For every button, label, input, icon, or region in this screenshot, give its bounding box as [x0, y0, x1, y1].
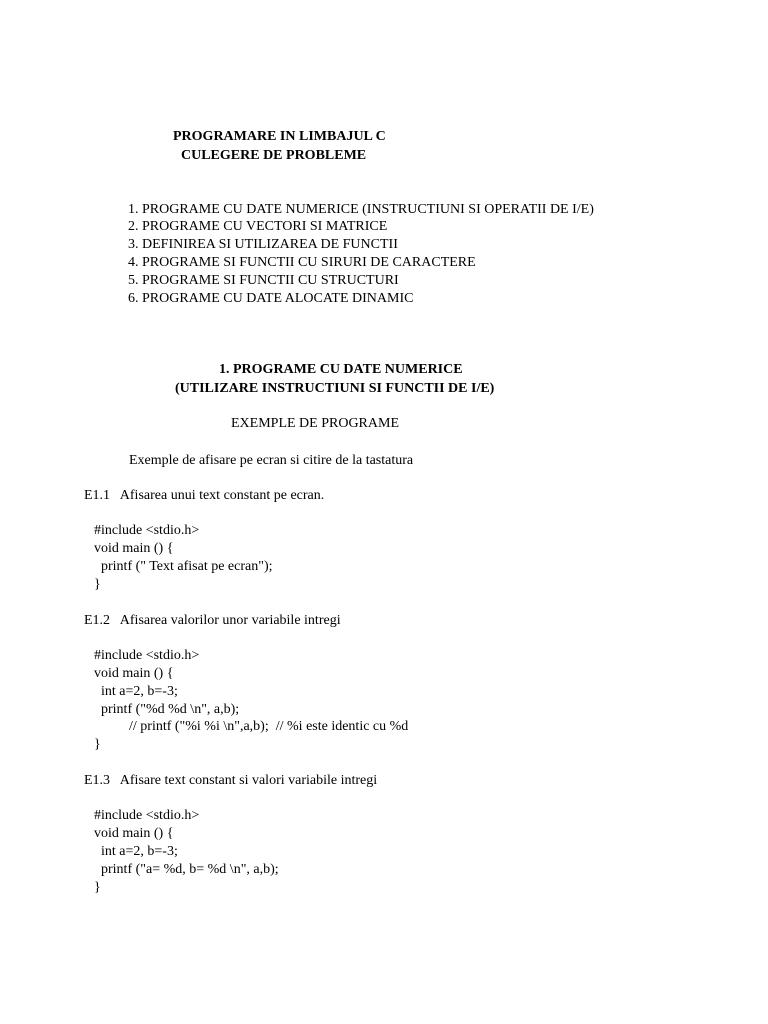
- example-label: E1.3 Afisare text constant si valori variabile intregi: [84, 773, 378, 788]
- code-line: int a=2, b=-3;: [94, 844, 178, 859]
- code-line: #include <stdio.h>: [94, 523, 200, 538]
- code-line: void main () {: [94, 826, 174, 841]
- toc-item-6: 6. PROGRAME CU DATE ALOCATE DINAMIC: [128, 291, 414, 306]
- toc-item-5: 5. PROGRAME SI FUNCTII CU STRUCTURI: [128, 273, 399, 288]
- toc-item-1: 1. PROGRAME CU DATE NUMERICE (INSTRUCTIUNI SI OPERATII DE I/E): [128, 202, 594, 217]
- section-heading: 1. PROGRAME CU DATE NUMERICE: [219, 362, 463, 377]
- code-line: printf ("a= %d, b= %d \n", a,b);: [94, 862, 279, 877]
- code-line: }: [94, 577, 101, 592]
- code-line: void main () {: [94, 541, 174, 556]
- code-line: }: [94, 880, 101, 895]
- code-line: printf ("%d %d \n", a,b);: [94, 702, 240, 717]
- code-line: // printf ("%i %i \n",a,b); // %i este identic cu %d: [94, 719, 409, 734]
- subheading: EXEMPLE DE PROGRAME: [231, 416, 400, 431]
- code-line: printf (" Text afisat pe ecran");: [94, 559, 273, 574]
- intro-text: Exemple de afisare pe ecran si citire de la tastatura: [129, 453, 414, 468]
- toc-item-3: 3. DEFINIREA SI UTILIZAREA DE FUNCTII: [128, 237, 398, 252]
- code-line: #include <stdio.h>: [94, 808, 200, 823]
- section-heading-subtitle: (UTILIZARE INSTRUCTIUNI SI FUNCTII DE I/E): [175, 381, 495, 396]
- document-subtitle: CULEGERE DE PROBLEME: [181, 148, 367, 163]
- example-label: E1.2 Afisarea valorilor unor variabile intregi: [84, 613, 341, 628]
- code-line: }: [94, 737, 101, 752]
- toc-item-2: 2. PROGRAME CU VECTORI SI MATRICE: [128, 219, 388, 234]
- toc-item-4: 4. PROGRAME SI FUNCTII CU SIRURI DE CARACTERE: [128, 255, 476, 270]
- document-title: PROGRAMARE IN LIMBAJUL C: [173, 129, 386, 144]
- code-line: void main () {: [94, 666, 174, 681]
- code-line: #include <stdio.h>: [94, 648, 200, 663]
- example-label: E1.1 Afisarea unui text constant pe ecran.: [84, 488, 325, 503]
- code-line: int a=2, b=-3;: [94, 684, 178, 699]
